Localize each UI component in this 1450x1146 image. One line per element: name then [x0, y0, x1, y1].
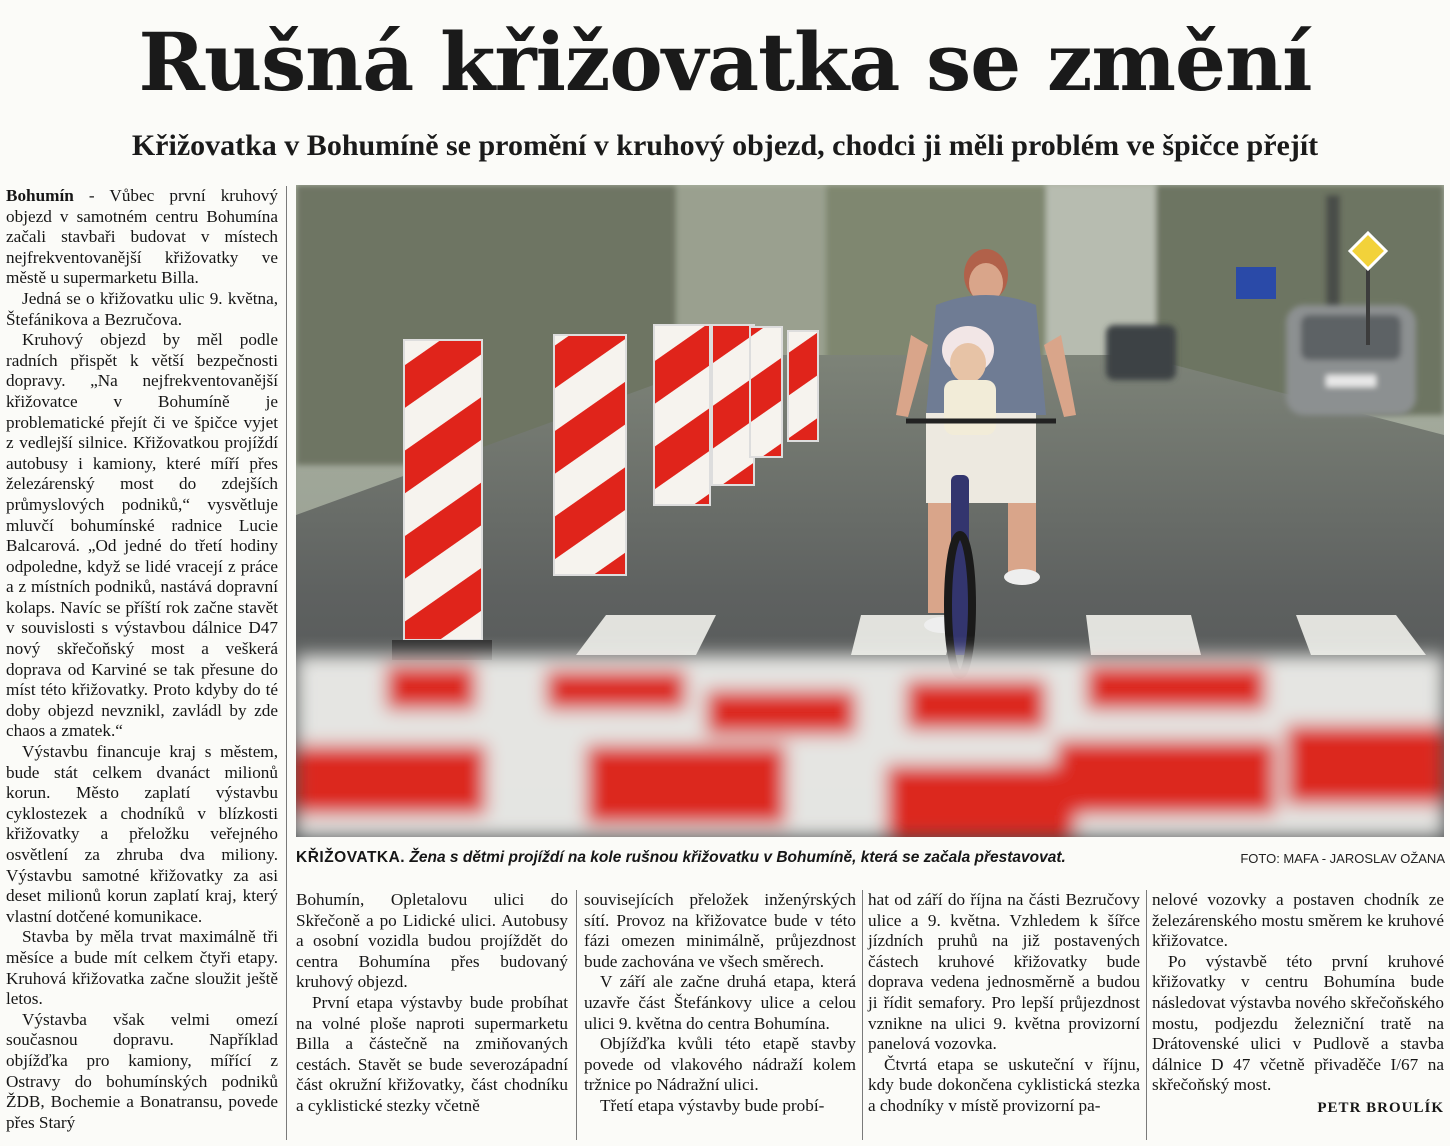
article-column-1: [6, 186, 278, 1133]
paragraph-text: - Vůbec první kruhový objezd v samotném centru Bohumína začali stavbaři budovat v místech nejfrekventovanější křižovatky ve městě u supermarketu Billa.: [6, 186, 278, 288]
paragraph: Po výstavbě této první kruhové křižovatky v centru Bohumína bude následovat výstavba nového skřečoňského mostu, podjezdu železniční tratě na Drátovenské ulici v Pudlově a stavba dálnice D 47 včetně přivaděče I/67 na skřečoňský most.: [1152, 951, 1444, 1095]
subheadline: Křižovatka v Bohumíně se promění v kruhový objezd, chodci ji měli problém ve špičce přejít: [131, 129, 1319, 162]
article-column-2: [296, 890, 568, 1117]
article-column-3: [584, 890, 856, 1117]
column-rule: [862, 890, 863, 1140]
paragraph: Výstavbu financuje kraj s městem, bude stát celkem dvanáct milionů korun. Město zaplatí výstavbu cyklostezek a chodníků v blízkosti křižovatky a přeložku veřejného osvětlení za zhruba dva miliony. Výstavbu samotné křižovatky za asi deset milionů korun zaplatí kraj, který vlastní dotčené komunikace.: [6, 742, 278, 926]
caption-label: KŘIŽOVATKA.: [296, 849, 406, 866]
paragraph: Kruhový objezd by měl podle radních přispět k větší bezpečnosti dopravy. „Na nejfrekventovanější křižovatce v Bohumíně je problematické přejít či ve špičce vyjet z vedlejší silnice. Křižovatkou projíždí autobusy i kamiony, které míří přes železárenský most do zdejších průmyslových podniků,“ vysvětluje mluvčí bohumínské radnice Lucie Balcarová. „Od jedné do třetí hodiny odpoledne, když se lidé vracejí z práce a z místních podniků, nastává dopravní kolaps. Navíc se příští rok začne stavět v souvislosti s výstavbou dálnice D47 nový skřečoňský most a veškerá doprava od Karviné se tak přesune do míst této křižovatky. Proto kdyby do té doby objezd nevznikl, zavládl by zde chaos a zmatek.“: [6, 330, 278, 741]
caption-text: Žena s dětmi projíždí na kole rušnou křižovatku v Bohumíně, která se začala přestavovat.: [409, 849, 1066, 866]
cyclist-at-construction-photo: [296, 185, 1444, 837]
paragraph: hat od září do října na části Bezručovy ulice a 9. května. Vzhledem k šířce jízdních pruhů na již postavených částech kruhové křižovatky bude doprava vedena jednosměrně a budou ji řídit semafory. Pro lepší průjezdnost vznikne na ulici 9. května provizorní panelová vozovka.: [868, 890, 1140, 1054]
column-rule: [576, 890, 577, 1140]
article-column-5: [1152, 890, 1444, 1119]
paragraph: Objížďka kvůli této etapě stavby povede od vlakového nádraží kolem tržnice po Nádražní ulici.: [584, 1034, 856, 1095]
paragraph: V září ale začne druhá etapa, která uzavře část Štefánkovy ulice a celou ulici 9. května do centra Bohumína.: [584, 972, 856, 1033]
paragraph: Jedná se o křižovatku ulic 9. května, Štefánikova a Bezručova.: [6, 288, 278, 329]
byline: PETR BROULÍK: [1317, 1099, 1444, 1116]
article-column-4: [868, 890, 1140, 1117]
paragraph: Stavba by měla trvat maximálně tři měsíce a bude mít celkem čtyři etapy. Kruhová křižovatka začne sloužit ještě letos.: [6, 927, 278, 1009]
paragraph: [6, 186, 278, 289]
photo-credit: FOTO: MAFA - JAROSLAV OŽANA: [1240, 851, 1445, 866]
paragraph: První etapa výstavby bude probíhat na volné ploše naproti supermarketu Billa a částečně na zmiňovaných cestách. Stavět se bude severozápadní část okružní křižovatky, část chodníku a cyklistické stezky včetně: [296, 992, 568, 1115]
photo-caption: [296, 846, 1156, 870]
news-photo: [296, 185, 1444, 837]
dateline: Bohumín: [6, 186, 74, 205]
paragraph: Bohumín, Opletalovu ulici do Skřečoně a po Lidické ulici. Autobusy a osobní vozidla budou projíždět do centra Bohumína přes budovaný kruhový objezd.: [296, 890, 568, 992]
paragraph: souvisejících přeložek inženýrských sítí. Provoz na křižovatce bude v této fázi omezen minimálně, průjezdnost bude zachována ve všech směrech.: [584, 890, 856, 971]
column-rule: [286, 186, 287, 1140]
paragraph: Čtvrtá etapa se uskuteční v říjnu, kdy bude dokončena cyklistická stezka a chodníky v místě provizorní pa-: [868, 1054, 1140, 1115]
paragraph: Třetí etapa výstavby bude probí-: [600, 1095, 825, 1115]
paragraph: Výstavba však velmi omezí současnou dopravu. Například objížďka pro kamiony, mířící z Ostravy do bohumínských podniků ŽDB, Bochemie a Bonatransu, povede přes Starý: [6, 1009, 278, 1132]
column-rule: [1146, 890, 1147, 1140]
paragraph: nelové vozovky a postaven chodník ze železárenského mostu směrem ke kruhové křižovatce.: [1152, 890, 1444, 951]
headline: Rušná křižovatka se změní: [138, 15, 1312, 109]
